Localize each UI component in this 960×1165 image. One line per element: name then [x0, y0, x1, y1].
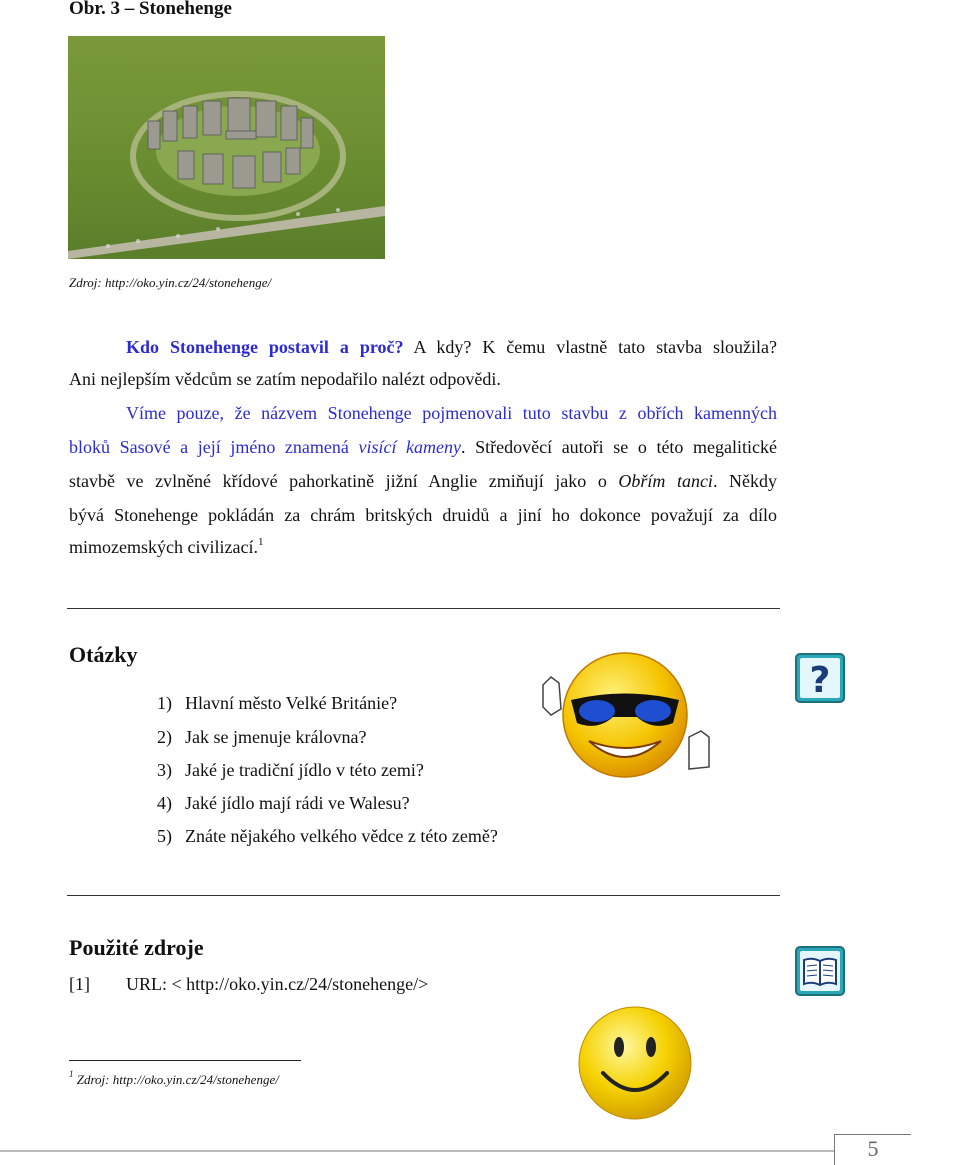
footnote — [69, 1068, 279, 1088]
paragraph-line: Ani nejlepším vědcům se zatím nepodařilo nalézt odpovědi. — [69, 369, 501, 389]
paragraph-line: Víme pouze, že názvem Stonehenge pojmenovali tuto stavbu z obřích kamenných — [126, 403, 777, 423]
footnote-separator — [69, 1060, 301, 1061]
question-item — [157, 826, 498, 847]
paragraph-line — [69, 537, 263, 558]
question-number: 5) — [157, 826, 172, 846]
book-icon — [795, 946, 845, 996]
question-text: Znáte nějakého velkého vědce z této země? — [185, 826, 498, 846]
question-item — [157, 760, 424, 781]
paragraph-line — [126, 337, 777, 358]
paragraph-line — [69, 471, 777, 492]
page-number: 5 — [834, 1134, 911, 1165]
paragraph-text: stavbě ve zvlněné křídové pahorkatině jižní Anglie zmiňují jako o — [69, 471, 619, 491]
question-text: Hlavní město Velké Británie? — [185, 693, 398, 713]
paragraph-text: mimozemských civilizací. — [69, 537, 258, 557]
paragraph-text: . Středověcí autoři se o této megalitické — [461, 437, 777, 457]
section-divider — [67, 895, 780, 896]
question-text: Jaké jídlo mají rádi ve Walesu? — [185, 793, 410, 813]
paragraph-line — [69, 437, 777, 458]
figure-caption: Obr. 3 – Stonehenge — [69, 0, 232, 19]
paragraph-text: bloků Sasové a její jméno znamená — [69, 437, 359, 457]
smiley-face-icon — [575, 1003, 695, 1123]
question-number: 3) — [157, 760, 172, 780]
reference-number: [1] — [69, 974, 90, 994]
emphasis-text: Obřím tanci — [618, 471, 713, 491]
stonehenge-photo — [68, 36, 385, 259]
question-number: 1) — [157, 693, 172, 713]
footnote-reference[interactable]: 1 — [257, 536, 264, 548]
question-text: Jak se jmenuje královna? — [185, 727, 367, 747]
question-text: Jaké je tradiční jídlo v této zemi? — [185, 760, 424, 780]
page-edge — [0, 1150, 834, 1152]
question-mark-icon — [795, 653, 845, 703]
questions-heading: Otázky — [69, 642, 138, 667]
question-highlight: Kdo Stonehenge postavil a proč? — [126, 337, 404, 357]
image-source-caption: Zdroj: http://oko.yin.cz/24/stonehenge/ — [69, 275, 272, 290]
sunglasses-smiley-icon — [533, 645, 723, 785]
emphasis-text: visící kameny — [358, 437, 462, 457]
question-item — [157, 727, 366, 748]
paragraph-line: bývá Stonehenge pokládán za chrám britských druidů a jiní ho dokonce považují za dílo — [69, 505, 777, 525]
section-divider — [67, 608, 780, 609]
footnote-number: 1 — [69, 1068, 74, 1079]
question-item — [157, 693, 397, 714]
sources-heading: Použité zdroje — [69, 935, 204, 960]
paragraph-text: . Někdy — [712, 471, 777, 491]
question-number: 4) — [157, 793, 172, 813]
question-number: 2) — [157, 727, 172, 747]
paragraph-text: A kdy? K čemu vlastně tato stavba sloužila? — [403, 337, 777, 357]
svg-text:?: ? — [809, 660, 831, 701]
footnote-text: Zdroj: http://oko.yin.cz/24/stonehenge/ — [73, 1072, 279, 1087]
reference-url[interactable]: URL: < http://oko.yin.cz/24/stonehenge/> — [126, 974, 429, 994]
question-item — [157, 793, 410, 814]
